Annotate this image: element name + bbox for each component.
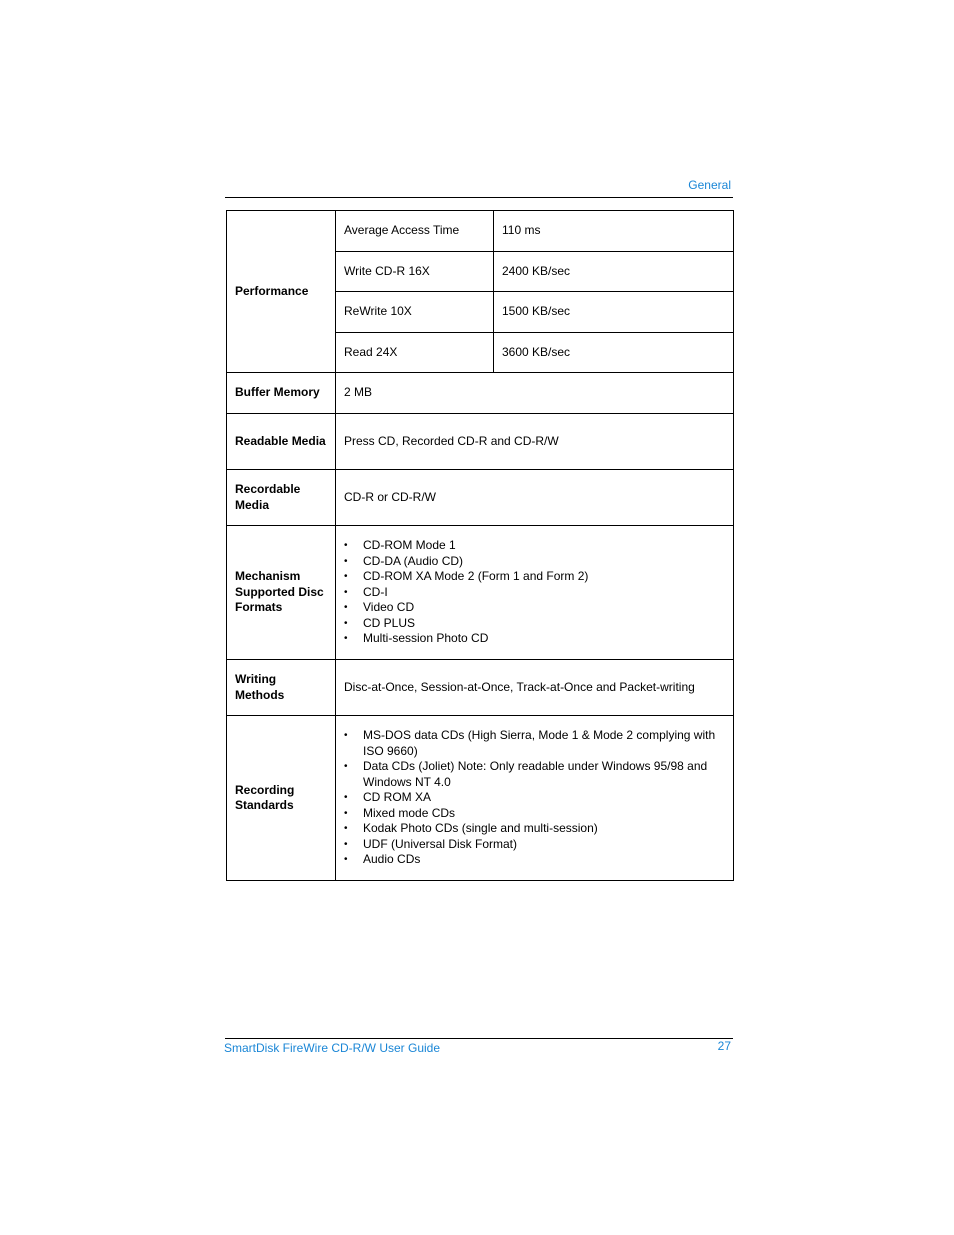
row-label: Recording Standards	[227, 716, 336, 881]
table-row	[227, 414, 734, 470]
disc-formats-list	[344, 538, 725, 647]
list-item: • Data CDs (Joliet) Note: Only readable under Windows 95/98 and Windows NT 4.0	[344, 759, 725, 790]
list-item: • UDF (Universal Disk Format)	[344, 837, 725, 853]
specifications-table	[226, 210, 734, 881]
table-row	[227, 716, 734, 881]
table-row	[227, 660, 734, 716]
row-value: Press CD, Recorded CD-R and CD-R/W	[336, 414, 734, 470]
list-item: • CD-ROM Mode 1	[344, 538, 725, 554]
footer-rule	[225, 1038, 733, 1039]
row-value	[336, 716, 734, 881]
performance-value: 1500 KB/sec	[494, 292, 734, 333]
table-row	[227, 526, 734, 660]
footer-title: SmartDisk FireWire CD-R/W User Guide	[224, 1041, 441, 1055]
row-value	[336, 526, 734, 660]
list-item: • Mixed mode CDs	[344, 806, 725, 822]
page-number: 27	[717, 1039, 731, 1053]
row-label: Readable Media	[227, 414, 336, 470]
list-item: • CD ROM XA	[344, 790, 725, 806]
row-value: CD-R or CD-R/W	[336, 470, 734, 526]
list-item: • CD PLUS	[344, 616, 725, 632]
list-item: • Audio CDs	[344, 852, 725, 868]
row-label: Mechanism Supported Disc Formats	[227, 526, 336, 660]
row-label: Writing Methods	[227, 660, 336, 716]
list-item: • MS-DOS data CDs (High Sierra, Mode 1 & Mode 2 complying with ISO 9660)	[344, 728, 725, 759]
performance-value: 2400 KB/sec	[494, 252, 734, 292]
list-item: • CD-ROM XA Mode 2 (Form 1 and Form 2)	[344, 569, 725, 585]
row-label: Performance	[227, 211, 336, 373]
header-rule	[225, 197, 733, 198]
performance-item: Write CD-R 16X	[336, 252, 494, 292]
table-row	[227, 373, 734, 414]
performance-item: Average Access Time	[336, 211, 494, 252]
row-value: Disc-at-Once, Session-at-Once, Track-at-Once and Packet-writing	[336, 660, 734, 716]
list-item: • CD-DA (Audio CD)	[344, 554, 725, 570]
performance-value: 3600 KB/sec	[494, 333, 734, 373]
row-value: 2 MB	[336, 373, 734, 414]
table-row	[227, 470, 734, 526]
list-item: • Video CD	[344, 600, 725, 616]
list-item: • CD-I	[344, 585, 725, 601]
performance-item: Read 24X	[336, 333, 494, 373]
section-header: General	[688, 178, 731, 192]
row-label: Recordable Media	[227, 470, 336, 526]
list-item: • Kodak Photo CDs (single and multi-session)	[344, 821, 725, 837]
list-item: • Multi-session Photo CD	[344, 631, 725, 647]
table-row	[227, 211, 734, 252]
performance-item: ReWrite 10X	[336, 292, 494, 333]
recording-standards-list	[344, 728, 725, 868]
row-label: Buffer Memory	[227, 373, 336, 414]
performance-value: 110 ms	[494, 211, 734, 252]
